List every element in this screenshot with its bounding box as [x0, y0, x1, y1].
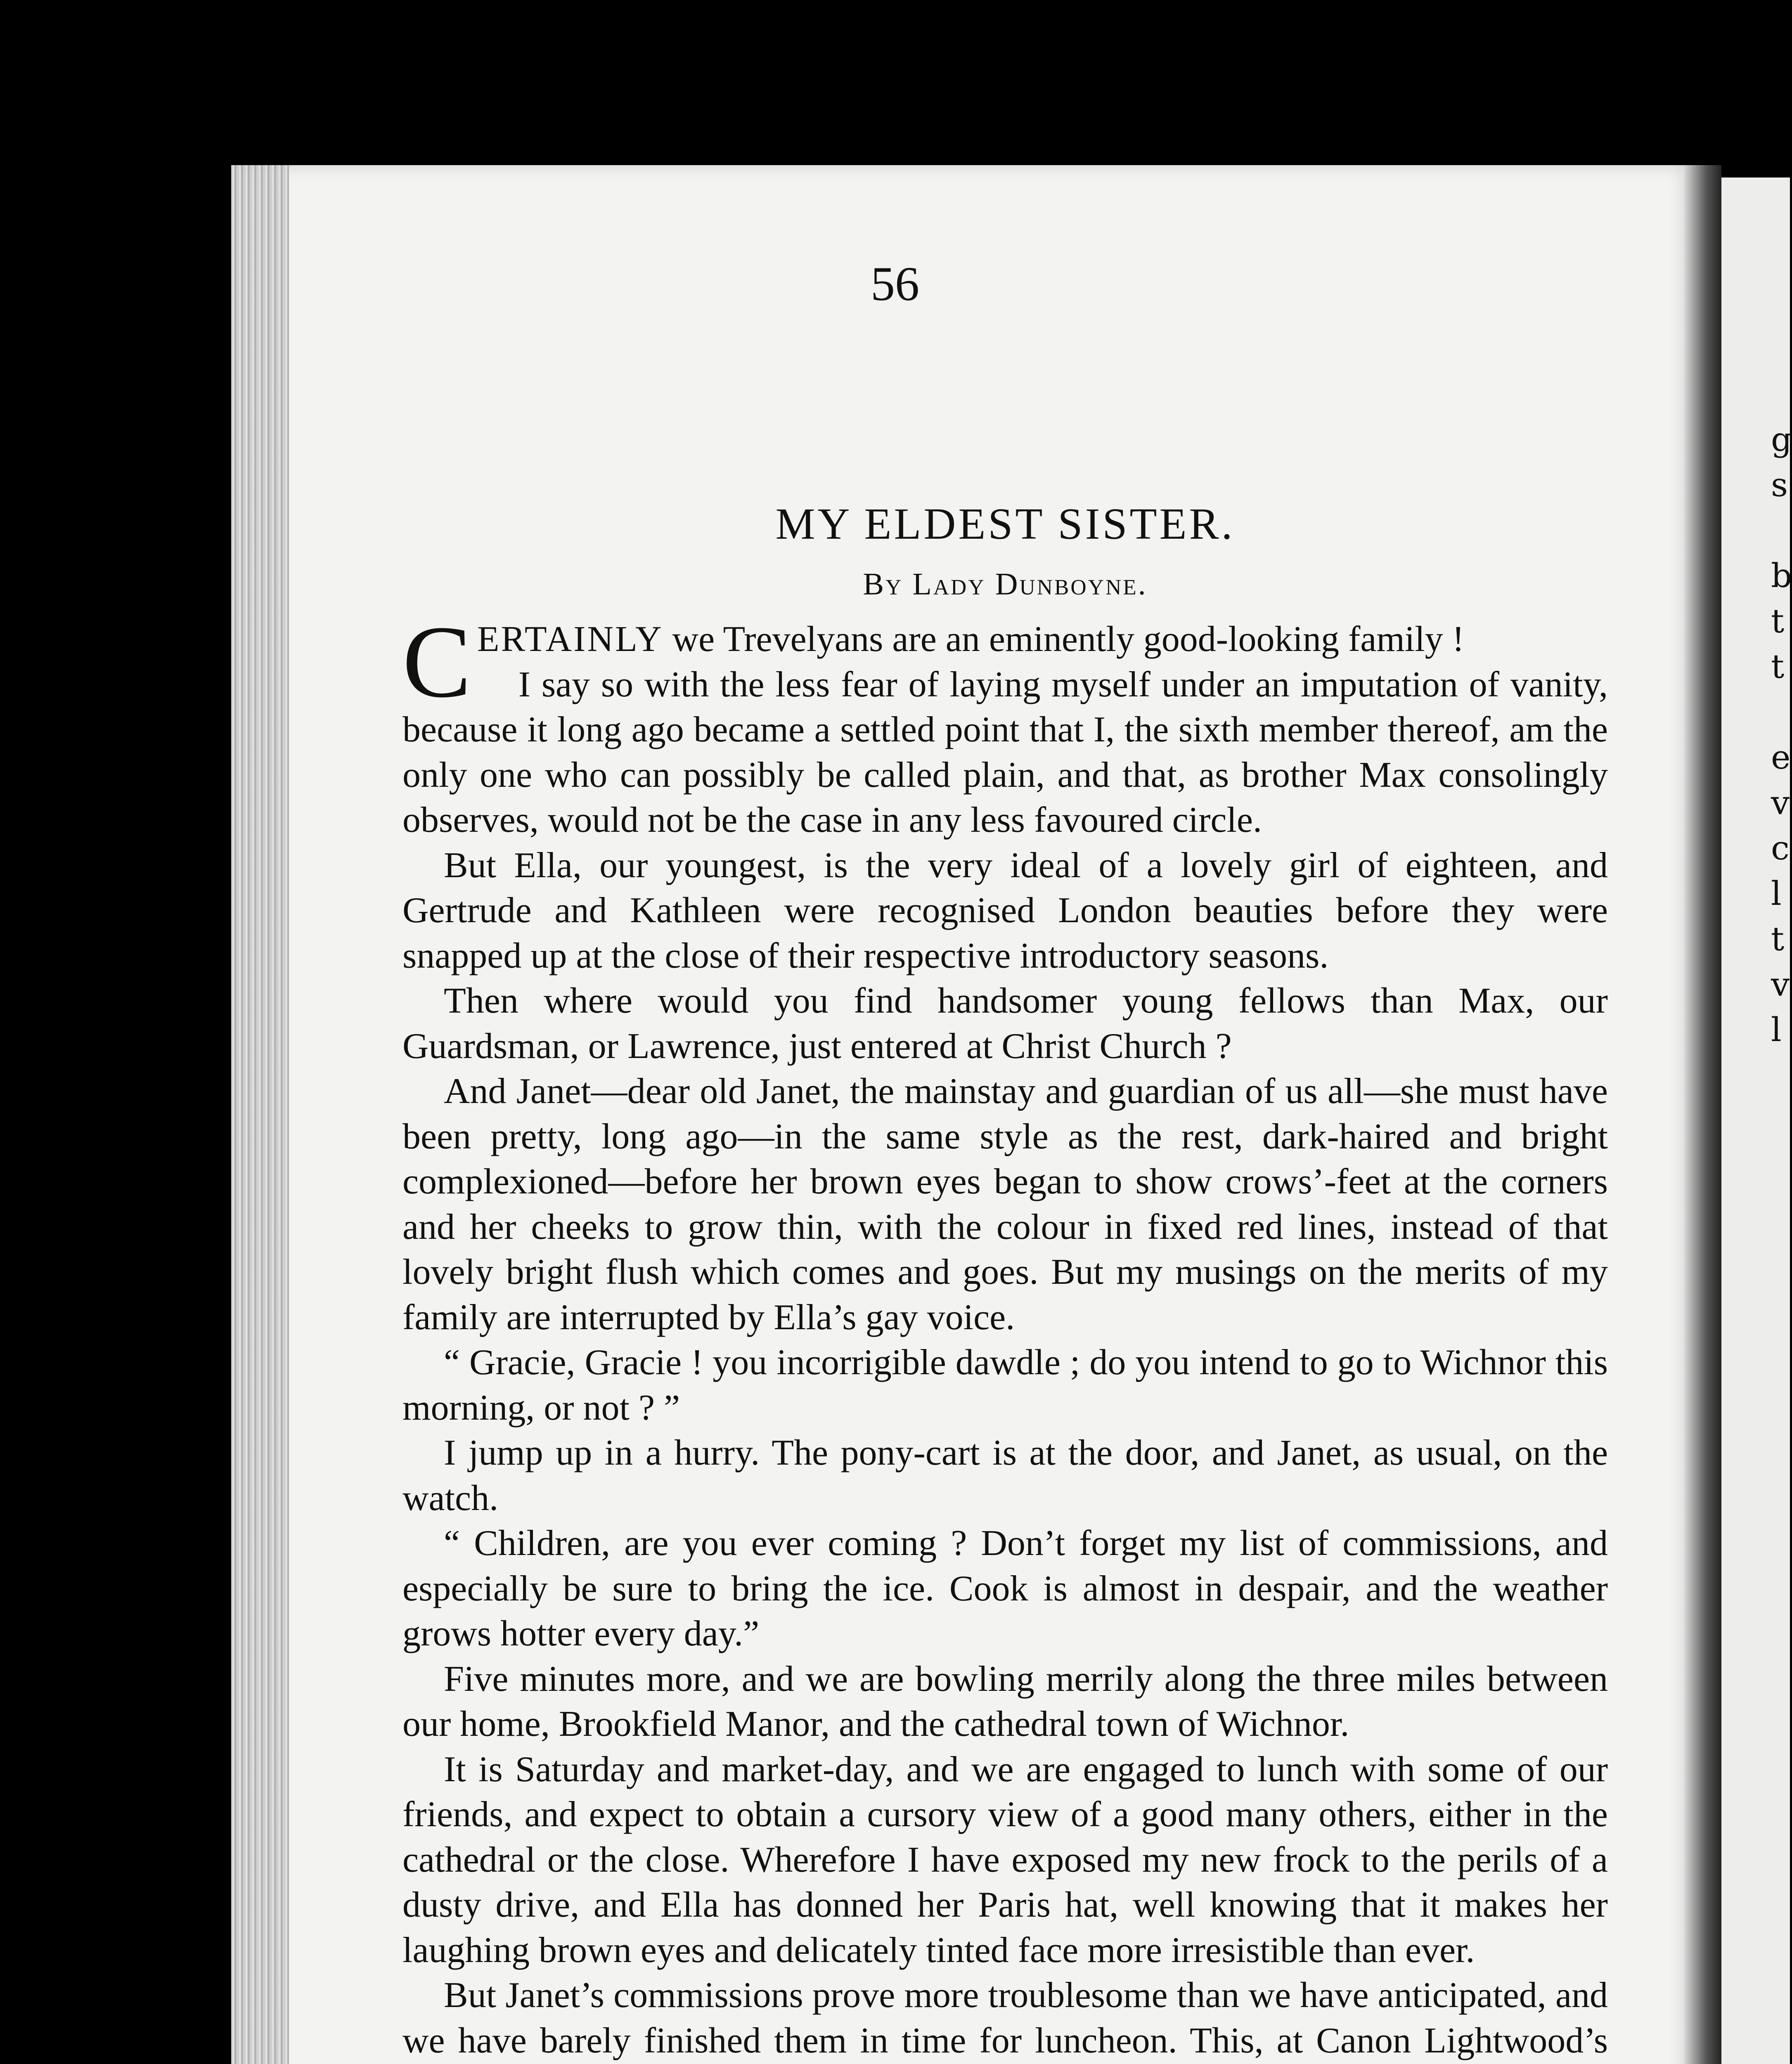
- paragraph: But Janet’s commissions prove more troublesome than we have anticipated, and we have barely finished them in time for luncheon. This, at Canon Lightwood’s: [402, 1975, 1608, 2061]
- facing-page-letter: b: [1771, 556, 1792, 595]
- facing-page-letter: v: [1771, 965, 1790, 1004]
- first-paragraph: [402, 605, 1608, 719]
- drop-cap: C: [402, 605, 471, 719]
- book-gutter: [1684, 165, 1721, 2064]
- article-body: [402, 605, 1608, 2064]
- paragraph: I jump up in a hurry. The pony-cart is at the door, and Janet, as usual, on the watch.: [402, 1433, 1608, 1518]
- article-byline: By Lady Dunboyne.: [863, 567, 1148, 601]
- facing-page-letter: c: [1771, 829, 1790, 867]
- paragraph: Five minutes more, and we are bowling merrily along the three miles between our home, Brookfield Manor, and the cathedral town of Wichnor.: [402, 1659, 1608, 1744]
- facing-page-letter: [1771, 689, 1792, 735]
- facing-page-letter: t: [1771, 647, 1785, 686]
- paragraph: And Janet—dear old Janet, the mainstay and guardian of us all—she must have been pretty, long ago—in the same style as the rest, dark-haired and bright complexioned—before her brown eyes began to show crows’-feet at the corners and her cheeks to grow thin, with the colour in fixed red lines, instead of that lovely bright flush which comes and goes. But my musings on the merits of my family are interrupted by Ella’s gay voice.: [402, 1071, 1608, 1337]
- page-number: 56: [871, 257, 919, 311]
- facing-page-letter: s: [1771, 466, 1788, 504]
- facing-page-letter: l: [1771, 874, 1782, 913]
- facing-page-letter: v: [1771, 783, 1790, 822]
- paragraph: It is Saturday and market-day, and we are engaged to lunch with some of our friends, and expect to obtain a cursory view of a good many others, either in the cathedral or the close. Wherefore I have exposed my new frock to the perils of a dusty drive, and Ella has donned her Paris hat, well knowing that it makes her laughing brown eyes and delicately tinted face more irresistible than ever.: [402, 1749, 1608, 1970]
- facing-page-letter: g: [1771, 420, 1792, 459]
- first-word: ERTAINLY: [477, 619, 663, 659]
- first-paragraph-text: we Trevelyans are an eminently good-looking family !: [663, 619, 1464, 659]
- facing-page-letter: t: [1771, 602, 1785, 640]
- paragraph: But Ella, our youngest, is the very ideal of a lovely girl of eighteen, and Gertrude and Kathleen were recognised London beauties before they were snapped up at the close of their respective introductory seasons.: [402, 845, 1608, 976]
- facing-page-letter: l: [1771, 1011, 1782, 1049]
- page-edge-stack: [231, 165, 289, 2064]
- facing-page-text-fragments: [1771, 417, 1792, 1053]
- paragraph: I say so with the less fear of laying myself under an imputation of vanity, because it long ago became a settled point that I, the sixth member thereof, am the only one who can possibly be called plain, and that, as brother Max consolingly observes, would not be the case in any less favoured circle.: [402, 664, 1608, 840]
- facing-page-letter: e: [1771, 738, 1791, 776]
- facing-page-letter: t: [1771, 920, 1785, 958]
- paragraph: “ Children, are you ever coming ? Don’t forget my list of commissions, and especially be sure to bring the ice. Cook is almost in despair, and the weather grows hotter every day.”: [402, 1523, 1608, 1654]
- article-title: MY ELDEST SISTER.: [775, 499, 1235, 549]
- paragraph: Then where would you find handsomer young fellows than Max, our Guardsman, or Lawrence, just entered at Christ Church ?: [402, 981, 1608, 1066]
- facing-page-letter: [1771, 508, 1792, 553]
- article: [402, 495, 1608, 2064]
- paragraph: “ Gracie, Gracie ! you incorrigible dawdle ; do you intend to go to Wichnor this morning, or not ? ”: [402, 1342, 1608, 1428]
